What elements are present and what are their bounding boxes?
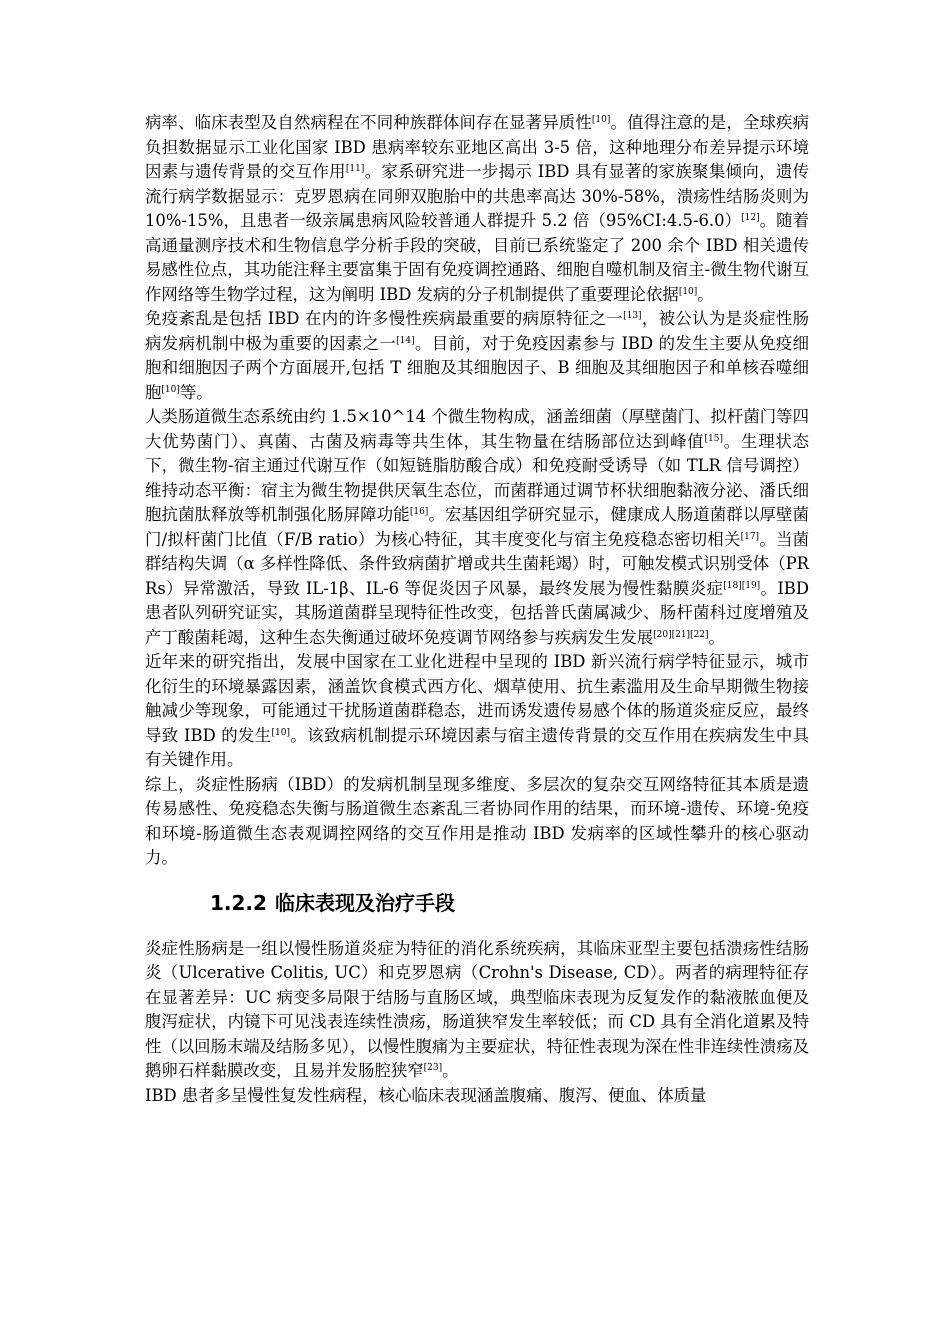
citation-ref: [11] (345, 164, 365, 174)
citation-ref: [10] (161, 384, 180, 395)
paragraph (145, 111, 809, 307)
body-text-before-heading (145, 111, 809, 871)
paragraph (145, 405, 809, 650)
document-page (145, 111, 809, 1108)
text-run: 免疫紊乱是包括 IBD 在内的许多慢性疾病最重要的病原特征之一 (145, 309, 624, 328)
paragraph (145, 937, 809, 1084)
text-run: ，被公认为是炎症性肠病发病机制中极为重要的因素之一 (145, 309, 809, 353)
text-run: IBD 患者多呈慢性复发性病程，核心临床表现涵盖腹痛、腹泻、便血、体质量 (145, 1085, 707, 1105)
section-number: 1.2.2 (210, 890, 267, 915)
text-run: 。该致病机制提示环境因素与宿主遗传背景的交互作用在疾病发生中具有关键作用。 (145, 725, 809, 769)
text-run: 。家系研究进一步揭示 IBD 具有显著的家族聚集倾向，遗传流行病学数据显示：克罗恩病在同卵双胞胎中的共患率高达 30%-58%，溃疡性结肠炎则为 10%-15%，且患者一级亲属患病风险较普通人群提升 5.2 倍（95%CI:4.5-6.0） (145, 162, 809, 230)
section-heading (210, 890, 809, 916)
paragraph (145, 307, 809, 405)
citation-ref: [17] (740, 531, 760, 542)
citation-ref: [16] (409, 507, 429, 517)
citation-ref: [15] (704, 433, 723, 444)
text-run: 人类肠道微生态系统由约 1.5×10^14 个微生物构成，涵盖细菌（厚壁菌门、拟杆菌门等四大优势菌门）、真菌、古菌及病毒等共生体，其生物量在结肠部位达到峰值 (145, 407, 809, 451)
body-text-after-heading (145, 937, 809, 1109)
citation-ref: [20][21][22] (653, 629, 709, 640)
citation-ref: [18][19] (723, 580, 761, 591)
citation-ref: [13] (623, 311, 642, 321)
text-run: 。 (442, 1061, 459, 1080)
text-run: 。宏基因组学研究显示，健康成人肠道菌群以厚壁菌门/拟杆菌门比值（F/B ratio）为核心特征，其丰度变化与宿主免疫稳态密切相关 (145, 505, 809, 549)
text-run: 。IBD 患者队列研究证实，其肠道菌群呈现特征性改变，包括普氏菌属减少、肠杆菌科过度增殖及产丁酸菌耗竭，这种生态失衡通过破坏免疫调节网络参与疾病发生发展 (145, 578, 809, 647)
text-run: 。 (697, 284, 714, 304)
citation-ref: [14] (396, 335, 415, 346)
text-run: 。 (708, 627, 725, 647)
text-run: 。生理状态下，微生物-宿主通过代谢互作（如短链脂肪酸合成）和免疫耐受诱导（如 TLR 信号调控）维持动态平衡：宿主为微生物提供厌氧生态位，而菌群通过调节杯状细胞黏液分泌、潘氏细胞抗菌肽释放等机制强化肠屏障功能 (145, 431, 809, 524)
text-run: 近年来的研究指出，发展中国家在工业化进程中呈现的 IBD 新兴流行病学特征显示，城市化衍生的环境暴露因素，涵盖饮食模式西方化、烟草使用、抗生素滥用及生命早期微生物接触减少等现象，可能通过干扰肠道菌群稳态，进而诱发遗传易感个体的肠道炎症反应，最终导致 IBD 的发生 (145, 652, 809, 745)
section-title: 临床表现及治疗手段 (274, 890, 455, 915)
paragraph (145, 650, 809, 773)
citation-ref: [10] (591, 115, 611, 125)
text-run: 炎症性肠病是一组以慢性肠道炎症为特征的消化系统疾病，其临床亚型主要包括溃疡性结肠炎（Ulcerative Colitis, UC）和克罗恩病（Crohn's Disease, CD）。两者的病理特征存在显著差异：UC 病变多局限于结肠与直肠区域，典型临床表现为反复发作的黏液脓血便及腹泻症状，内镜下可见浅表连续性溃疡，肠道狭窄发生率较低；而 CD 具有全消化道累及特性（以回肠末端及结肠多见），以慢性腹痛为主要症状，特征性表现为深在性非连续性溃疡及鹅卵石样黏膜改变，且易并发肠腔狭窄 (145, 938, 809, 1080)
citation-ref: [23] (423, 1063, 443, 1073)
text-run: 病率、临床表型及自然病程在不同种族群体间存在显著异质性 (145, 113, 592, 132)
text-run: 。当菌群结构失调（α 多样性降低、条件致病菌扩增或共生菌耗竭）时，可触发模式识别受体（PRRs）异常激活，导致 IL-1β、IL-6 等促炎因子风暴，最终发展为慢性黏膜炎症 (145, 529, 809, 598)
paragraph (145, 1084, 809, 1109)
citation-ref: [10] (678, 286, 698, 297)
text-run: 综上，炎症性肠病（IBD）的发病机制呈现多维度、多层次的复杂交互网络特征其本质是遗传易感性、免疫稳态失衡与肠道微生态紊乱三者协同作用的结果，而环境-遗传、环境-免疫和环境-肠道微生态表观调控网络的交互作用是推动 IBD 发病率的区域性攀升的核心驱动力。 (145, 774, 809, 867)
text-run: 。随着高通量测序技术和生物信息学分析手段的突破，目前已系统鉴定了 200 余个 IBD 相关遗传易感性位点，其功能注释主要富集于固有免疫调控通路、细胞自噬机制及宿主-微生物代谢互作网络等生物学过程，这为阐明 IBD 发病的分子机制提供了重要理论依据 (145, 211, 809, 304)
citation-ref: [12] (741, 213, 760, 223)
paragraph (145, 773, 809, 871)
citation-ref: [10] (271, 727, 290, 738)
text-run: 。值得注意的是，全球疾病负担数据显示工业化国家 IBD 患病率较东亚地区高出 3-5 倍，这种地理分布差异提示环境因素与遗传背景的交互作用 (145, 113, 810, 181)
text-run: 。目前，对于免疫因素参与 IBD 的发生主要从免疫细胞和细胞因子两个方面展开,包括 T 细胞及其细胞因子、B 细胞及其细胞因子和单核吞噬细胞 (145, 333, 809, 402)
text-run: 等。 (179, 382, 213, 402)
